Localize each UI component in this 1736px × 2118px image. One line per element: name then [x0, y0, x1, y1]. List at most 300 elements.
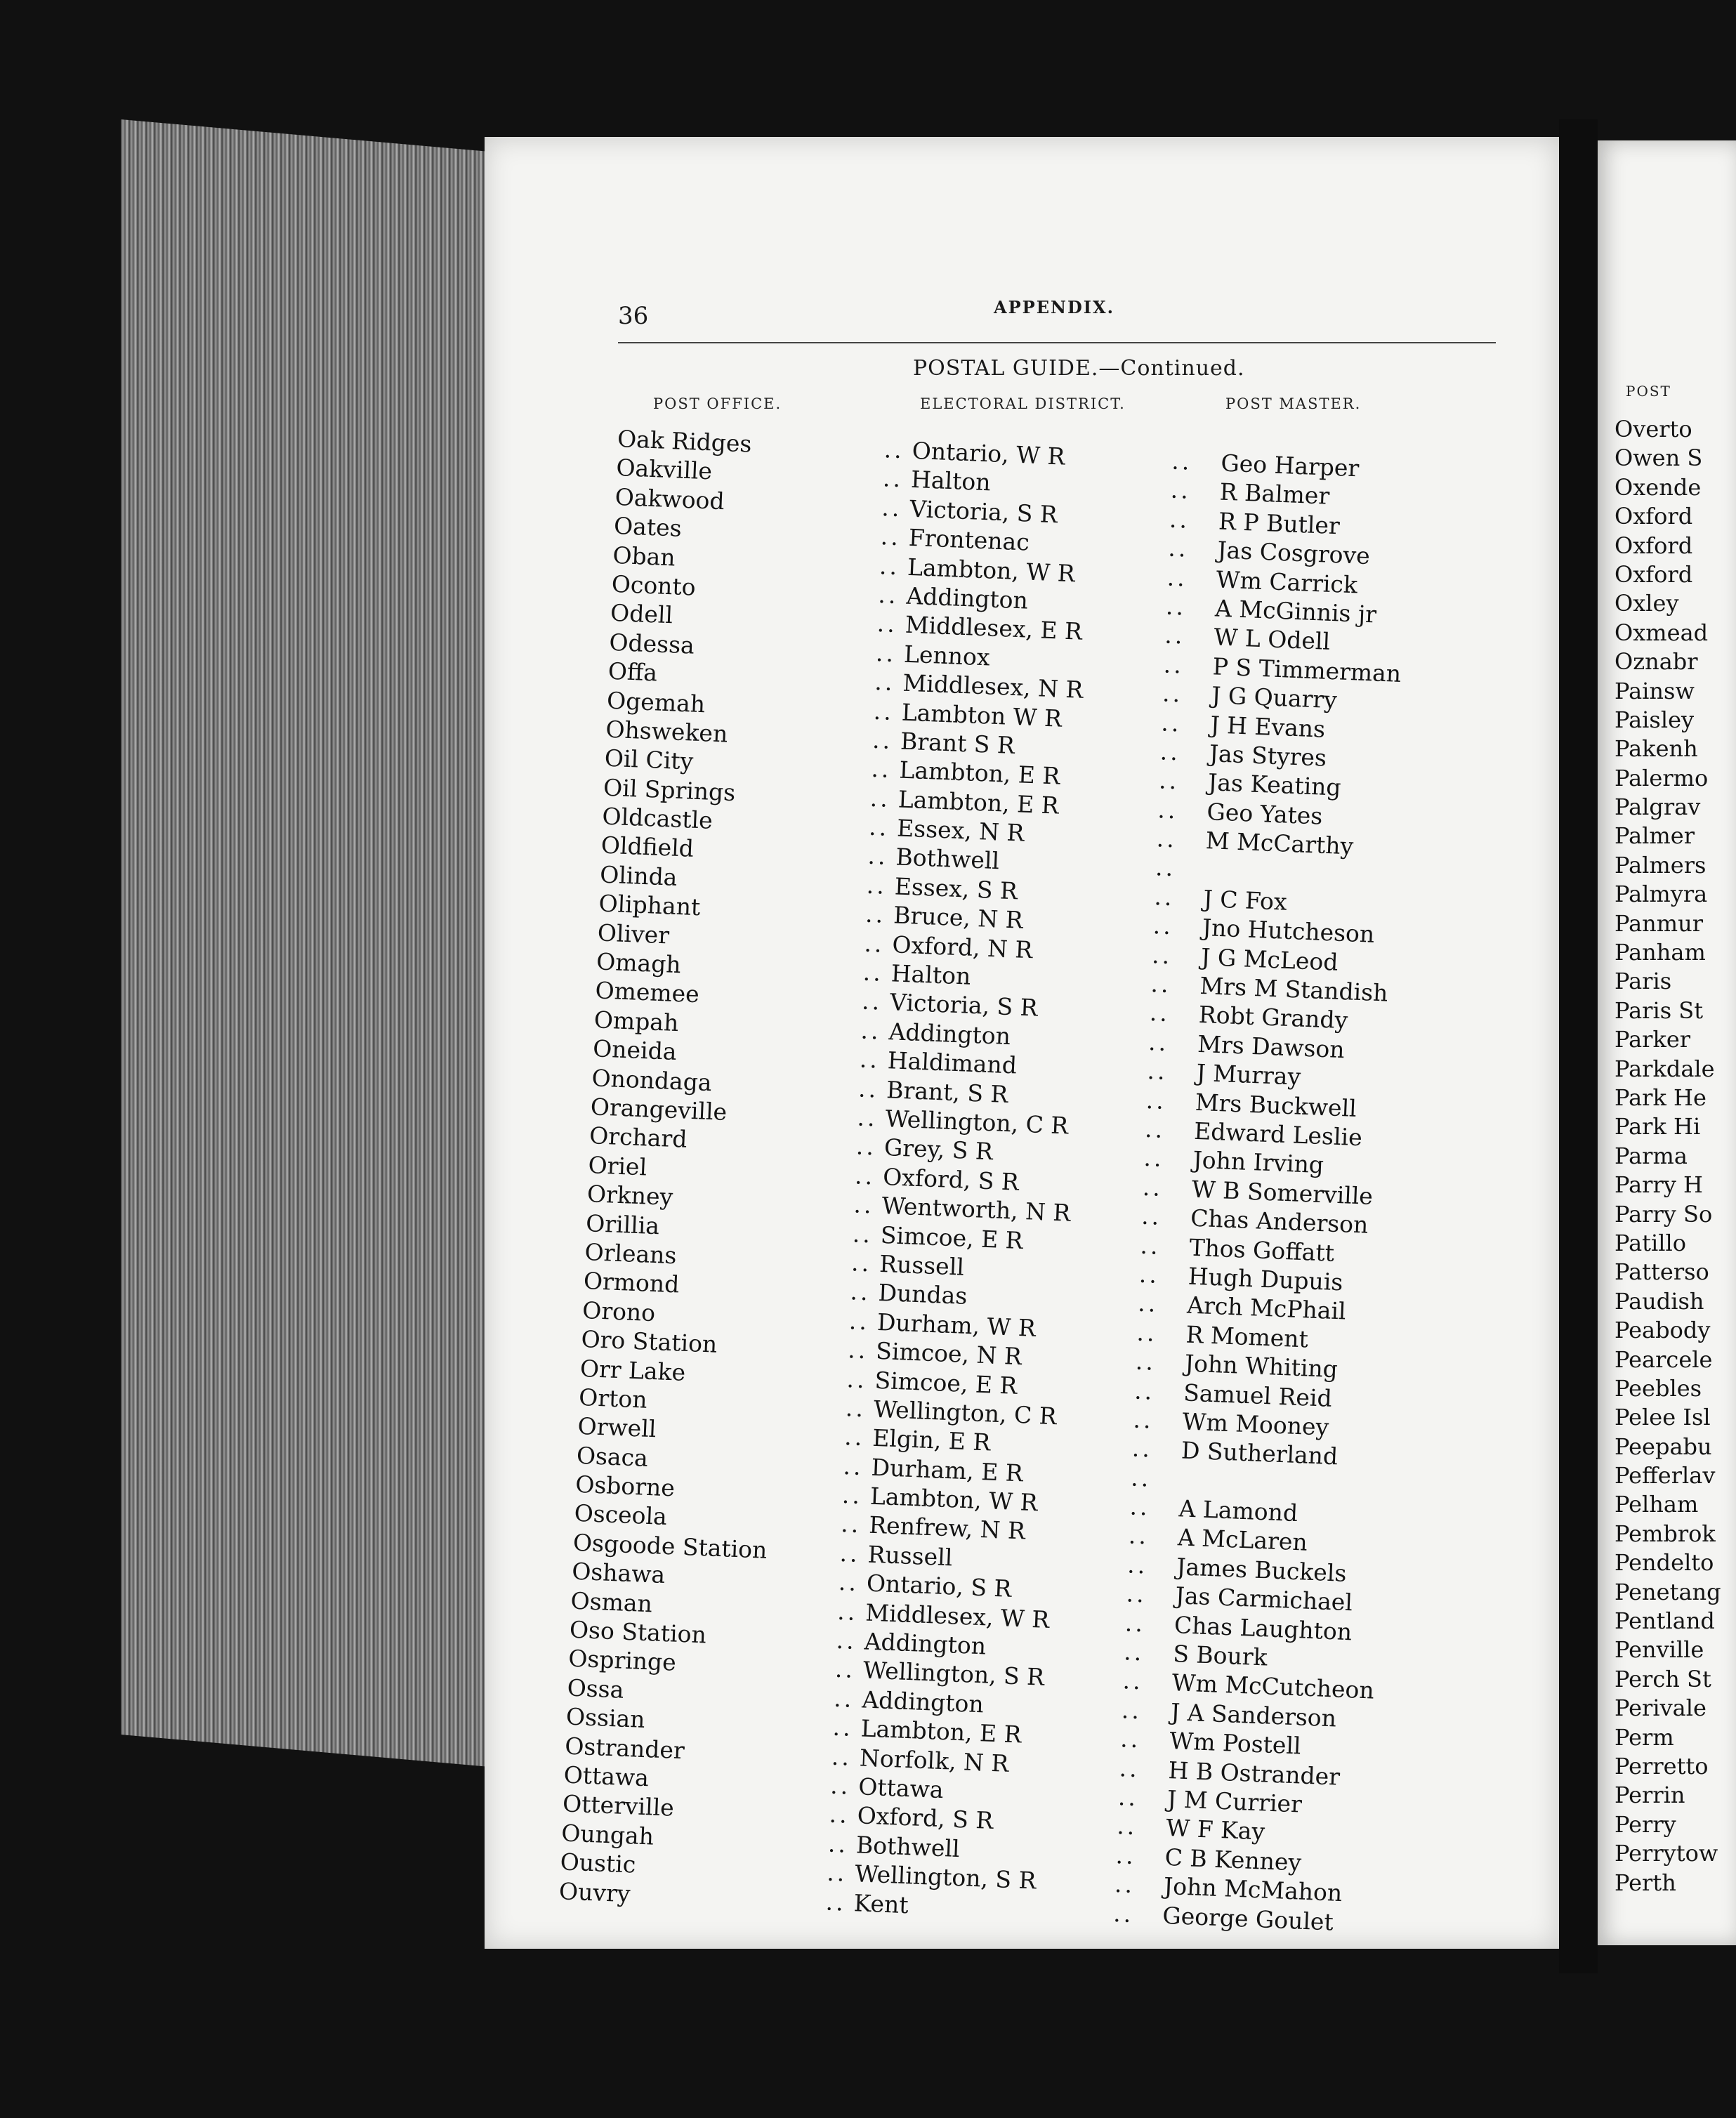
post-office-cell: Onondaga	[591, 1063, 713, 1096]
post-master-cell: Wm McCutcheon	[1171, 1669, 1375, 1705]
leader-dots: ..	[870, 755, 893, 784]
right-page-item: Pembrok	[1615, 1520, 1716, 1547]
post-office-cell: Oil City	[604, 744, 695, 775]
leader-dots: ..	[1146, 1057, 1169, 1086]
post-office-cell: Odell	[610, 599, 673, 629]
leader-dots: ..	[1132, 1405, 1155, 1434]
leader-dots: ..	[1144, 1114, 1166, 1144]
post-office-cell: Ompah	[593, 1006, 680, 1037]
right-page-item: Perretto	[1615, 1752, 1709, 1780]
leader-dots: ..	[1158, 766, 1181, 795]
electoral-district-cell: Middlesex, W R	[864, 1598, 1051, 1633]
post-master-cell: Edward Leslie	[1193, 1117, 1363, 1152]
right-page-item: Perry	[1615, 1810, 1676, 1838]
electoral-district-cell: Renfrew, N R	[868, 1511, 1026, 1545]
right-page-item: Patterso	[1615, 1258, 1709, 1286]
right-page-item: Palmer	[1615, 822, 1695, 850]
electoral-district-cell: Wentworth, N R	[881, 1192, 1072, 1227]
header-rule	[618, 342, 1496, 343]
leader-dots: ..	[1122, 1666, 1144, 1695]
post-office-cell: Osman	[570, 1586, 653, 1617]
post-office-cell: Oliver	[597, 919, 670, 949]
right-page-item: Paudish	[1615, 1287, 1704, 1315]
electoral-district-cell: Haldimand	[887, 1046, 1018, 1079]
post-office-cell: Osaca	[576, 1441, 649, 1472]
right-page-item: Owen S	[1615, 445, 1703, 472]
post-office-cell: Osborne	[574, 1470, 676, 1502]
right-page-item: Pelham	[1615, 1491, 1699, 1518]
electoral-district-cell: Wellington, S R	[862, 1656, 1045, 1692]
right-page-item: Palmers	[1615, 851, 1707, 879]
right-page-item: Paris	[1615, 968, 1672, 995]
post-master-cell: Geo Harper	[1220, 449, 1360, 482]
post-master-cell: J H Evans	[1209, 710, 1326, 743]
post-master-cell: Arch McPhail	[1186, 1291, 1347, 1325]
right-page-item: Oxford	[1615, 503, 1693, 530]
post-office-cell: Offa	[607, 657, 658, 687]
post-office-cell: Oban	[612, 541, 676, 571]
leader-dots: ..	[859, 1045, 881, 1074]
post-master-cell: J G McLeod	[1200, 942, 1339, 976]
electoral-district-cell: Lambton, W R	[907, 553, 1076, 587]
post-master-cell: Mrs Buckwell	[1195, 1088, 1357, 1122]
post-office-cell: Osceola	[573, 1499, 668, 1531]
leader-dots: ..	[829, 1771, 852, 1800]
leader-dots: ..	[1157, 795, 1179, 824]
post-office-cell: Oro Station	[580, 1325, 718, 1358]
post-office-cell: Orleans	[584, 1238, 678, 1270]
leader-dots: ..	[1129, 1492, 1151, 1521]
right-page-item: Palermo	[1615, 764, 1709, 791]
electoral-district-cell: Bothwell	[855, 1831, 961, 1862]
leader-dots: ..	[1115, 1841, 1137, 1869]
leader-dots: ..	[827, 1829, 849, 1858]
leader-dots: ..	[1128, 1521, 1150, 1551]
electoral-district-cell: Oxford, S R	[857, 1801, 994, 1835]
leader-dots: ..	[1152, 912, 1174, 940]
electoral-district-cell: Ontario, S R	[866, 1569, 1013, 1603]
post-master-cell: Jas Keating	[1207, 768, 1342, 802]
electoral-district-cell: Oxford, S R	[882, 1162, 1020, 1196]
electoral-district-cell: Addington	[861, 1685, 985, 1718]
leader-dots: ..	[877, 581, 900, 610]
leader-dots: ..	[842, 1452, 864, 1480]
post-office-cell: Ottawa	[563, 1761, 650, 1792]
right-page-item: Parry H	[1615, 1171, 1703, 1199]
leader-dots: ..	[836, 1626, 857, 1655]
book-gutter	[1559, 119, 1598, 1973]
right-page-item: Parry So	[1615, 1200, 1713, 1228]
leader-dots: ..	[863, 929, 886, 958]
leader-dots: ..	[857, 1074, 880, 1103]
right-page-column-header: POST	[1626, 383, 1671, 400]
leader-dots: ..	[883, 435, 905, 464]
electoral-district-cell: Lambton W R	[901, 698, 1063, 732]
electoral-district-cell: Addington	[863, 1627, 987, 1660]
column-header-post-office: POST OFFICE.	[653, 395, 782, 412]
leader-dots: ..	[832, 1713, 854, 1742]
leader-dots: ..	[880, 522, 902, 551]
electoral-district-cell: Essex, S R	[894, 872, 1018, 905]
leader-dots: ..	[1164, 621, 1186, 650]
post-master-cell: Wm Postell	[1169, 1727, 1302, 1760]
leader-dots: ..	[826, 1858, 848, 1887]
leader-dots: ..	[854, 1162, 876, 1190]
right-page-item: Pendelto	[1615, 1549, 1714, 1577]
electoral-district-cell: Bothwell	[895, 843, 1000, 875]
post-office-cell: Orkney	[586, 1180, 673, 1211]
right-page-list	[1615, 416, 1721, 1898]
leader-dots: ..	[861, 987, 883, 1016]
leader-dots: ..	[850, 1249, 873, 1277]
post-master-cell: S Bourk	[1172, 1640, 1268, 1671]
leader-dots: ..	[1159, 737, 1181, 766]
leader-dots: ..	[1143, 1144, 1165, 1173]
right-page-item: Parma	[1615, 1142, 1688, 1169]
right-page-item: Parkdale	[1615, 1055, 1715, 1082]
post-office-cell: Ostrander	[564, 1732, 685, 1764]
electoral-district-cell: Elgin, E R	[872, 1424, 992, 1456]
electoral-district-cell: Russell	[879, 1249, 965, 1281]
electoral-district-cell: Ottawa	[857, 1772, 945, 1804]
leader-dots: ..	[1123, 1638, 1145, 1666]
post-master-cell: R P Butler	[1218, 507, 1341, 540]
post-office-cell: Ospringe	[567, 1645, 677, 1677]
electoral-district-cell: Victoria, S R	[889, 988, 1039, 1022]
post-master-cell: A McGinnis jr	[1214, 594, 1377, 629]
right-page-item: Overto	[1615, 416, 1692, 442]
column-header-post-master: POST MASTER.	[1225, 395, 1362, 412]
electoral-district-cell: Kent	[853, 1888, 909, 1919]
post-office-cell: Oshawa	[571, 1557, 666, 1589]
right-page-item: Peabody	[1615, 1317, 1711, 1344]
leader-dots: ..	[872, 725, 894, 754]
post-master-cell: A Lamond	[1178, 1494, 1298, 1527]
electoral-district-cell: Simcoe, E R	[880, 1221, 1024, 1254]
post-office-cell: Oakwood	[614, 482, 725, 515]
post-office-cell: Oldfield	[600, 831, 695, 863]
leader-dots: ..	[882, 464, 904, 493]
right-page-item: Paris St	[1615, 996, 1704, 1024]
leader-dots: ..	[866, 871, 888, 900]
electoral-district-cell: Wellington, C R	[884, 1105, 1069, 1140]
leader-dots: ..	[1151, 940, 1173, 969]
post-office-cell: Oldcastle	[601, 802, 714, 834]
right-page-item: Patillo	[1615, 1229, 1686, 1256]
leader-dots: ..	[825, 1888, 847, 1916]
post-master-cell: D Sutherland	[1181, 1436, 1339, 1471]
post-office-cell: Orono	[581, 1296, 656, 1327]
electoral-district-cell: Halton	[890, 959, 972, 990]
leader-dots: ..	[867, 842, 889, 871]
leader-dots: ..	[847, 1336, 869, 1364]
leader-dots: ..	[1133, 1376, 1156, 1405]
right-page-item: Oznabr	[1615, 648, 1698, 676]
leader-dots: ..	[855, 1132, 877, 1161]
electoral-district-cell: Lambton, E R	[898, 756, 1061, 790]
leader-dots: ..	[1155, 853, 1177, 882]
right-page-item: Oxley	[1615, 590, 1679, 617]
leader-dots: ..	[856, 1103, 879, 1132]
post-master-cell: Hugh Dupuis	[1188, 1262, 1344, 1296]
leader-dots: ..	[1162, 679, 1184, 708]
leader-dots: ..	[840, 1510, 862, 1539]
leader-dots: ..	[1136, 1318, 1158, 1347]
post-office-cell: Oak Ridges	[617, 425, 753, 458]
leader-dots: ..	[841, 1481, 863, 1510]
post-master-cell: Jno Hutcheson	[1202, 914, 1376, 949]
post-master-cell: M McCarthy	[1205, 827, 1354, 860]
post-master-cell: H B Ostrander	[1167, 1756, 1341, 1791]
electoral-district-cell: Brant, S R	[886, 1075, 1009, 1108]
electoral-district-cell: Victoria, S R	[909, 494, 1058, 528]
post-master-cell: Mrs Dawson	[1197, 1030, 1346, 1064]
right-page-item: Peepabu	[1615, 1433, 1712, 1460]
leader-dots: ..	[845, 1394, 867, 1423]
right-page-item: Peebles	[1615, 1374, 1702, 1402]
right-page-item: Penville	[1615, 1636, 1704, 1664]
post-master-cell: George Goulet	[1162, 1901, 1334, 1936]
post-master-cell: Robt Grandy	[1198, 1001, 1348, 1034]
leader-dots: ..	[1131, 1434, 1153, 1463]
electoral-district-cell: Essex, N R	[896, 814, 1025, 847]
right-page-item: Pefferlav	[1615, 1462, 1716, 1489]
post-master-cell: J C Fox	[1202, 884, 1288, 916]
post-office-cell: Ossa	[567, 1673, 625, 1704]
post-office-cell: Oustic	[560, 1848, 637, 1879]
leader-dots: ..	[876, 610, 898, 638]
post-office-cell: Osgoode Station	[572, 1528, 768, 1564]
leader-dots: ..	[853, 1190, 875, 1219]
electoral-district-cell: Middlesex, N R	[902, 669, 1084, 704]
electoral-district-cell: Halton	[910, 466, 992, 496]
right-page-item: Park He	[1615, 1084, 1707, 1111]
right-page-item: Panmur	[1615, 909, 1704, 937]
leader-dots: ..	[1171, 447, 1193, 475]
electoral-district-cell: Wellington, S R	[854, 1860, 1037, 1895]
post-master-cell: W F Kay	[1165, 1814, 1265, 1846]
leader-dots: ..	[849, 1277, 872, 1306]
leader-dots: ..	[1119, 1725, 1142, 1754]
post-master-cell: W B Somerville	[1191, 1175, 1374, 1210]
leader-dots: ..	[1167, 534, 1190, 563]
leader-dots: ..	[1148, 1027, 1170, 1056]
leader-dots: ..	[1112, 1899, 1135, 1928]
electoral-district-cell: Lennox	[903, 640, 991, 671]
post-office-cell: Ohsweken	[605, 715, 729, 748]
leader-dots: ..	[1140, 1202, 1163, 1231]
page-number: 36	[618, 302, 649, 330]
leader-dots: ..	[829, 1801, 850, 1829]
post-office-cell: Oakville	[615, 454, 713, 485]
post-office-cell: Oungah	[560, 1819, 655, 1850]
post-master-cell: Geo Yates	[1206, 797, 1324, 830]
leader-dots: ..	[1166, 563, 1188, 592]
right-page-item: Palgrav	[1615, 794, 1701, 821]
post-office-cell: Ogemah	[606, 686, 706, 718]
post-office-cell: Orangeville	[590, 1093, 728, 1126]
leader-dots: ..	[1153, 883, 1176, 912]
leader-dots: ..	[874, 668, 896, 697]
right-page-item: Perrytow	[1615, 1840, 1718, 1867]
post-master-cell: Chas Laughton	[1173, 1610, 1353, 1645]
post-master-cell: J Murray	[1195, 1059, 1301, 1091]
leader-dots: ..	[860, 1016, 882, 1045]
post-office-cell: Oconto	[611, 570, 697, 601]
book-page-edges	[121, 119, 490, 1767]
electoral-district-cell: Bruce, N R	[893, 901, 1024, 934]
post-office-cell: Odessa	[608, 628, 695, 659]
electoral-district-cell: Lambton, W R	[869, 1482, 1039, 1517]
electoral-district-cell: Simcoe, N R	[875, 1336, 1022, 1371]
right-page-item: Painsw	[1615, 677, 1695, 704]
leader-dots: ..	[852, 1219, 874, 1249]
electoral-district-cell: Durham, W R	[876, 1308, 1037, 1342]
electoral-district-cell: Ontario, W R	[912, 436, 1066, 471]
post-office-cell: Ouvry	[558, 1876, 631, 1907]
running-head: APPENDIX.	[994, 297, 1114, 317]
leader-dots: ..	[875, 638, 897, 667]
leader-dots: ..	[1137, 1289, 1159, 1318]
post-master-cell: J G Quarry	[1211, 681, 1338, 714]
leader-dots: ..	[1124, 1608, 1146, 1638]
leader-dots: ..	[1169, 505, 1191, 534]
section-title: POSTAL GUIDE.—Continued.	[913, 356, 1245, 381]
leader-dots: ..	[1145, 1086, 1167, 1114]
leader-dots: ..	[1156, 824, 1178, 853]
right-page-item: Pearcele	[1615, 1346, 1713, 1373]
postal-guide-table	[558, 425, 1530, 1942]
post-office-cell: Orr Lake	[579, 1354, 686, 1386]
leader-dots: ..	[843, 1423, 866, 1452]
leader-dots: ..	[1150, 970, 1172, 999]
right-page-item: Palmyra	[1615, 881, 1708, 908]
leader-dots: ..	[868, 813, 890, 842]
right-page-item: Pakenh	[1615, 735, 1698, 763]
leader-dots: ..	[839, 1539, 861, 1567]
post-master-cell: R Moment	[1185, 1320, 1309, 1353]
post-office-cell: Oso Station	[569, 1615, 707, 1649]
post-office-cell: Oil Springs	[603, 773, 736, 806]
post-master-cell: Jas Styres	[1209, 739, 1327, 772]
post-master-cell: P S Timmerman	[1212, 652, 1402, 688]
leader-dots: ..	[1149, 999, 1171, 1027]
leader-dots: ..	[1160, 708, 1183, 737]
post-office-cell: Otterville	[562, 1789, 675, 1822]
post-office-cell: Oriel	[587, 1150, 647, 1181]
post-master-cell: W L Odell	[1213, 623, 1331, 656]
post-master-cell: John McMahon	[1163, 1872, 1343, 1907]
leader-dots: ..	[1163, 650, 1185, 679]
post-office-cell: Omagh	[596, 947, 682, 979]
electoral-district-cell: Lambton, E R	[860, 1714, 1022, 1749]
electoral-district-cell: Simcoe, E R	[874, 1366, 1018, 1400]
right-page-item: Paisley	[1615, 706, 1695, 733]
right-page-item: Perm	[1615, 1723, 1674, 1751]
post-office-cell: Orton	[578, 1383, 648, 1414]
post-master-cell: Jas Carmichael	[1174, 1581, 1353, 1617]
right-page-item: Pentland	[1615, 1607, 1715, 1635]
electoral-district-cell: Brant S R	[900, 727, 1015, 759]
leader-dots: ..	[1126, 1579, 1148, 1608]
leader-dots: ..	[873, 697, 895, 725]
post-office-cell: Ossian	[565, 1702, 646, 1734]
post-master-cell: Samuel Reid	[1183, 1378, 1333, 1412]
leader-dots: ..	[836, 1597, 859, 1626]
right-page	[1598, 140, 1736, 1945]
leader-dots: ..	[1170, 476, 1192, 505]
leader-dots: ..	[834, 1655, 856, 1684]
post-master-cell: James Buckels	[1176, 1553, 1348, 1587]
electoral-district-cell: Dundas	[877, 1279, 968, 1310]
electoral-district-cell: Wellington, C R	[873, 1395, 1058, 1430]
electoral-district-cell: Russell	[867, 1540, 954, 1572]
leader-dots: ..	[1135, 1347, 1157, 1376]
leader-dots: ..	[881, 493, 903, 522]
post-master-cell: Wm Carrick	[1216, 565, 1358, 598]
leader-dots: ..	[1116, 1812, 1138, 1841]
electoral-district-cell: Grey, S R	[883, 1133, 994, 1166]
left-page	[485, 137, 1559, 1949]
post-office-cell: Omemee	[594, 976, 700, 1008]
right-page-item: Penetang	[1615, 1578, 1721, 1605]
leader-dots: ..	[831, 1742, 853, 1771]
electoral-district-cell: Frontenac	[908, 523, 1030, 556]
post-master-cell: J M Currier	[1166, 1784, 1303, 1818]
right-page-item: Perrin	[1615, 1782, 1685, 1809]
right-page-item: Park Hi	[1615, 1113, 1701, 1140]
electoral-district-cell: Norfolk, N R	[859, 1743, 1010, 1777]
post-master-cell: Mrs M Standish	[1199, 971, 1389, 1007]
leader-dots: ..	[846, 1364, 868, 1393]
leader-dots: ..	[1119, 1754, 1140, 1782]
leader-dots: ..	[1121, 1696, 1143, 1725]
post-master-cell: C B Kenney	[1164, 1843, 1302, 1876]
right-page-item: Pelee Isl	[1615, 1404, 1711, 1431]
leader-dots: ..	[838, 1568, 860, 1597]
leader-dots: ..	[1117, 1783, 1139, 1812]
leader-dots: ..	[1138, 1260, 1160, 1289]
right-page-item: Oxford	[1615, 560, 1693, 588]
electoral-district-cell: Durham, E R	[870, 1453, 1024, 1487]
electoral-district-cell: Addington	[905, 581, 1029, 614]
right-page-item: Perivale	[1615, 1695, 1707, 1722]
leader-dots: ..	[862, 958, 884, 987]
leader-dots: ..	[1114, 1870, 1136, 1899]
post-office-cell: Oates	[613, 512, 683, 542]
post-master-cell: R Balmer	[1219, 478, 1330, 511]
post-master-cell: Thos Goffatt	[1188, 1233, 1335, 1267]
post-master-cell: John Whiting	[1184, 1349, 1339, 1383]
post-master-cell: Chas Anderson	[1190, 1204, 1369, 1239]
post-master-cell: J A Sanderson	[1170, 1697, 1337, 1732]
post-master-cell: Wm Mooney	[1181, 1407, 1329, 1441]
right-page-item: Perch St	[1615, 1665, 1711, 1692]
post-office-cell: Oneida	[592, 1034, 678, 1066]
leader-dots: ..	[1130, 1463, 1152, 1492]
post-master-cell: John Irving	[1192, 1146, 1324, 1179]
leader-dots: ..	[848, 1306, 870, 1336]
electoral-district-cell: Oxford, N R	[891, 930, 1034, 963]
electoral-district-cell: Addington	[888, 1018, 1011, 1050]
right-page-item: Oxford	[1615, 532, 1693, 559]
right-page-item: Oxmead	[1615, 619, 1709, 646]
right-page-item: Parker	[1615, 1026, 1691, 1053]
post-office-cell: Oliphant	[598, 889, 702, 921]
leader-dots: ..	[833, 1684, 855, 1713]
leader-dots: ..	[879, 551, 901, 580]
leader-dots: ..	[1165, 592, 1188, 621]
